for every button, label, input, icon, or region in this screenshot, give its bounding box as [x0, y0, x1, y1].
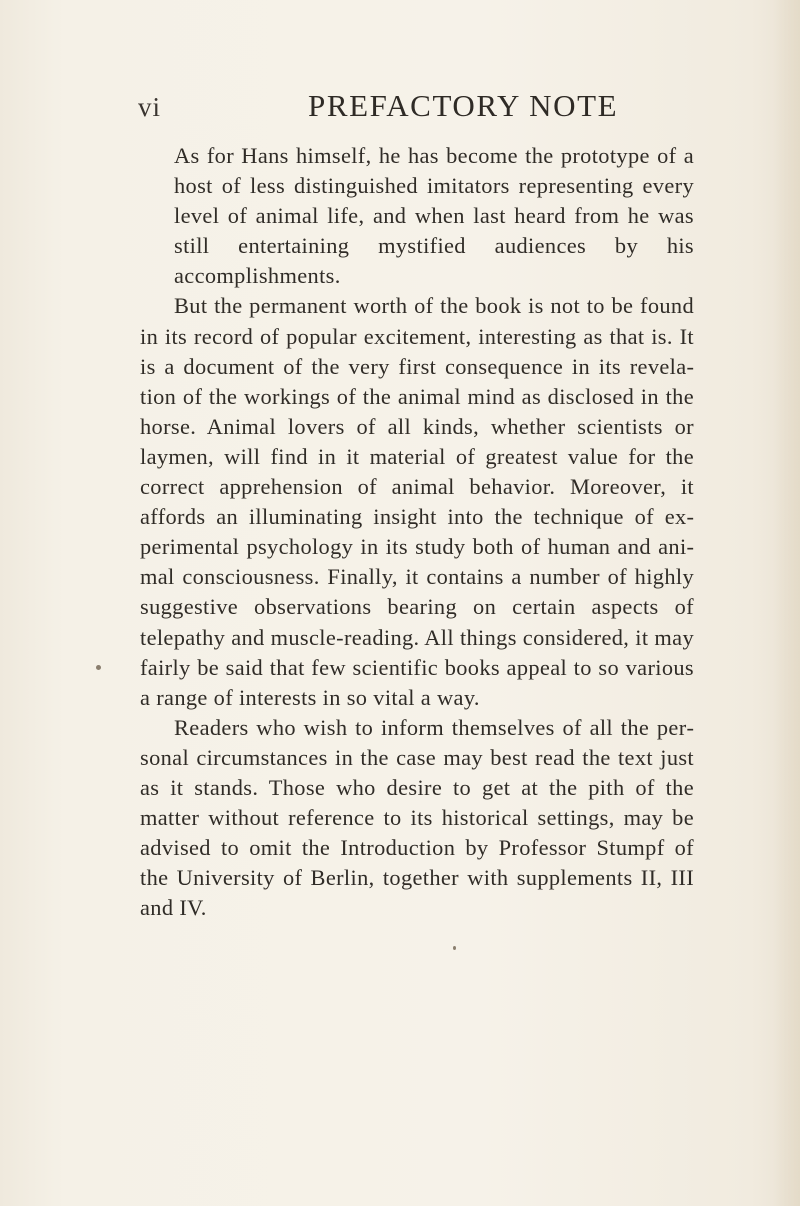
page-edge-shadow — [774, 0, 800, 1206]
ink-speck — [453, 946, 456, 950]
ink-speck — [96, 665, 101, 670]
running-head-title: PREFACTORY NOTE — [308, 88, 619, 123]
body-text — [140, 141, 694, 923]
paragraph-permanent-worth: But the permanent worth of the book is not to be found in its record of popular excitement, interesting as that is. It is a document of the very first consequence in its revelation of the workings of the animal mind as disclosed in the horse. Animal lovers of all kinds, whether scientists or laymen, will find in it material of greatest value for the correct apprehension of animal behavior. Moreover, it affords an illuminating insight into the technique of experimental psychology in its study both of human and animal consciousness. Finally, it contains a number of highly suggestive observations bearing on certain aspects of telepathy and muscle-reading. All things considered, it may fairly be said that few scientific books appeal to so various a range of interests in so vital a way. — [140, 293, 694, 710]
page-number: vi — [138, 92, 162, 122]
paragraph-hans: As for Hans himself, he has become the prototype of a host of less distinguished imitators representing every level of animal life, and when last heard from he was still entertaining mystified audiences by his accomplishments. — [174, 143, 694, 289]
running-head — [138, 88, 692, 128]
paragraph-readers: Readers who wish to inform themselves of all the personal circumstances in the case may best read the text just as it stands. Those who desire to get at the pith of the matter without reference to its historical settings, may be advised to omit the Introduction by Professor Stumpf of the University of Berlin, together with supplements II, III and IV. — [140, 714, 694, 921]
